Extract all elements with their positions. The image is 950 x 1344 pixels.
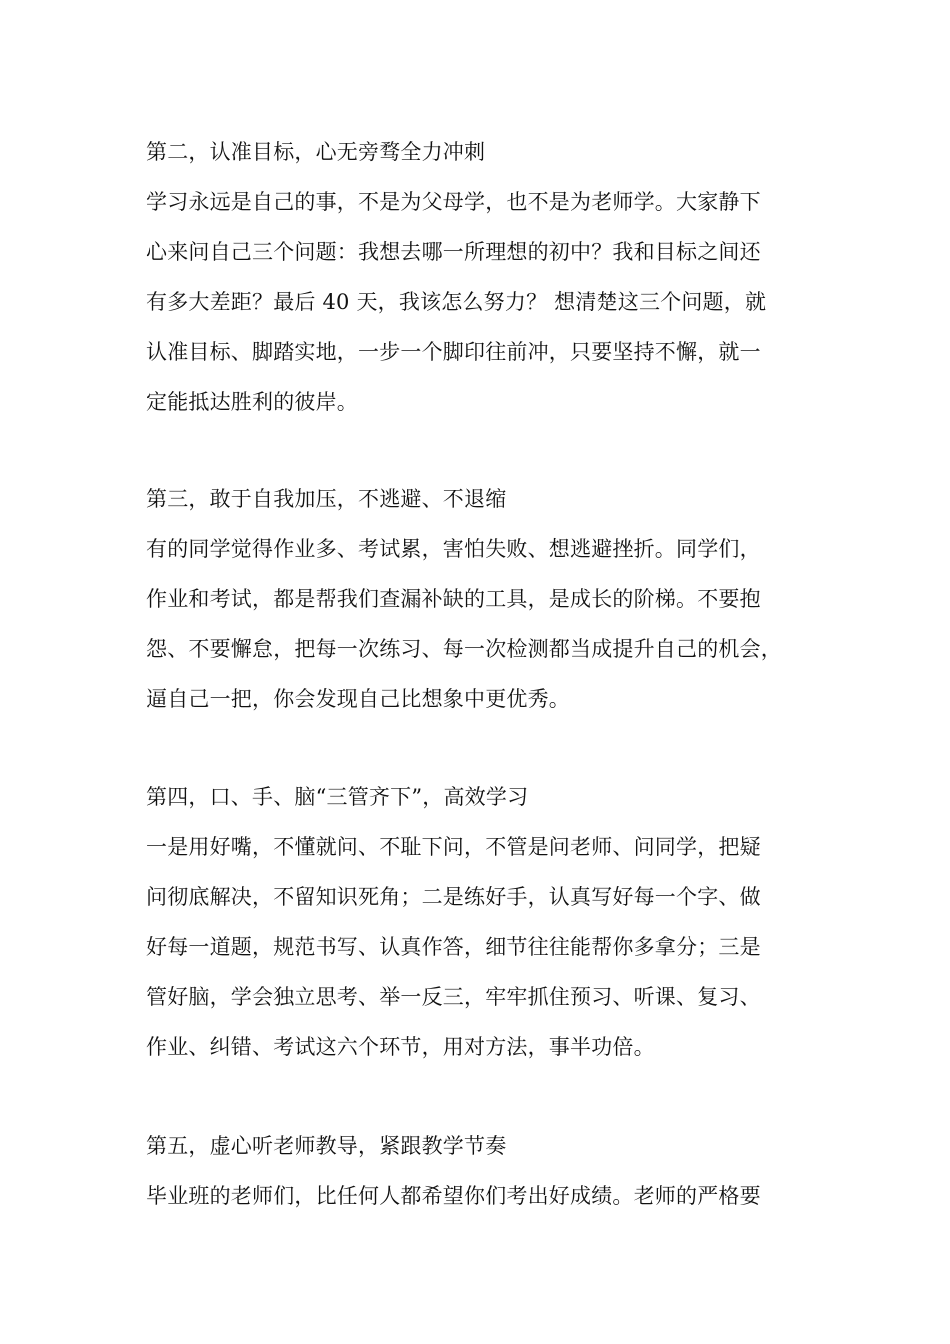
section-heading: 第五，虚心听老师教导，紧跟教学节奏	[146, 1134, 507, 1158]
section-5	[146, 1121, 846, 1221]
section-2	[146, 127, 846, 427]
section-heading: 第四，口、手、脑“三管齐下”，高效学习	[146, 785, 529, 809]
paragraph-line: 有多大差距？最后 40 天，我该怎么努力？ 想清楚这三个问题，就	[146, 290, 767, 314]
section-heading: 第二，认准目标，心无旁骛全力冲刺	[146, 140, 486, 164]
paragraph-line: 定能抵达胜利的彼岸。	[146, 390, 358, 414]
paragraph-line: 一是用好嘴，不懂就问、不耻下问，不管是问老师、问同学，把疑	[146, 835, 761, 859]
section-3	[146, 474, 846, 724]
section-4	[146, 772, 846, 1072]
paragraph-line: 学习永远是自己的事，不是为父母学，也不是为老师学。大家静下	[146, 190, 761, 214]
paragraph-line: 好每一道题，规范书写、认真作答，细节往往能帮你多拿分；三是	[146, 935, 761, 959]
paragraph-line: 怨、不要懈怠，把每一次练习、每一次检测都当成提升自己的机会，	[146, 637, 782, 661]
paragraph-line: 认准目标、脚踏实地，一步一个脚印往前冲，只要坚持不懈，就一	[146, 340, 761, 364]
paragraph-line: 逼自己一把，你会发现自己比想象中更优秀。	[146, 687, 570, 711]
paragraph-line: 问彻底解决，不留知识死角；二是练好手，认真写好每一个字、做	[146, 885, 761, 909]
paragraph-line: 管好脑，学会独立思考、举一反三，牢牢抓住预习、听课、复习、	[146, 985, 761, 1009]
section-heading: 第三，敢于自我加压，不逃避、不退缩	[146, 487, 507, 511]
paragraph-line: 有的同学觉得作业多、考试累，害怕失败、想逃避挫折。同学们，	[146, 537, 761, 561]
paragraph-line: 毕业班的老师们，比任何人都希望你们考出好成绩。老师的严格要	[146, 1184, 761, 1208]
paragraph-line: 作业和考试，都是帮我们查漏补缺的工具，是成长的阶梯。不要抱	[146, 587, 761, 611]
paragraph-line: 心来问自己三个问题：我想去哪一所理想的初中？我和目标之间还	[146, 240, 761, 264]
paragraph-line: 作业、纠错、考试这六个环节，用对方法，事半功倍。	[146, 1035, 655, 1059]
